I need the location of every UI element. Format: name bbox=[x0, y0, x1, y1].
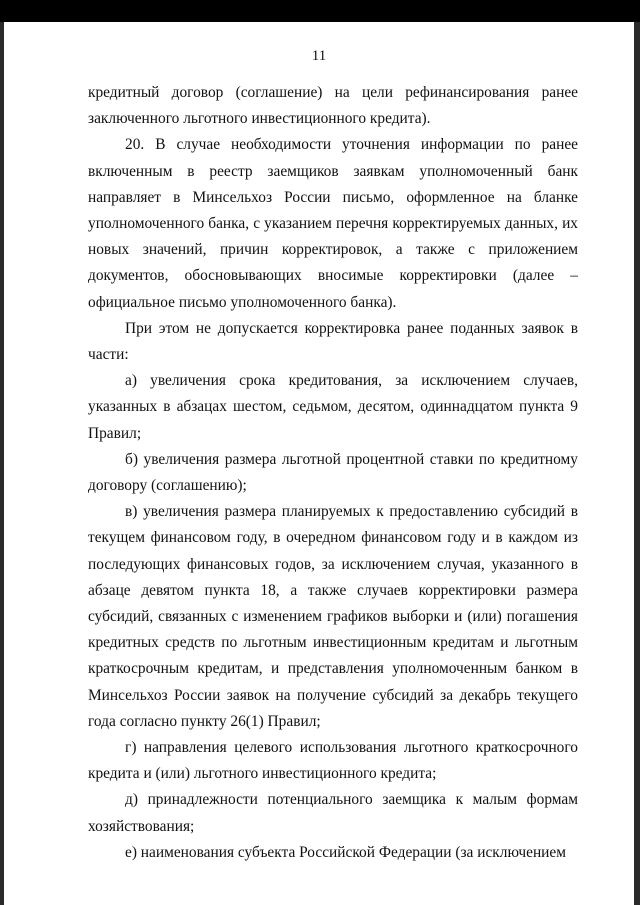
paragraph-restriction-intro: При этом не допускается корректировка ранее поданных заявок в части: bbox=[88, 319, 578, 364]
paragraph-subitem-b: б) увеличения размера льготной процентной ставки по кредитному договору (соглашению); bbox=[88, 450, 578, 495]
page-number: 11 bbox=[311, 48, 327, 64]
paragraph-continuation: кредитный договор (соглашение) на цели рефинансирования ранее заключенного льготного инвестиционного кредита). bbox=[88, 84, 578, 128]
paragraph-subitem-d: д) принадлежности потенциального заемщика к малым формам хозяйствования; bbox=[88, 791, 578, 835]
paragraph-subitem-g: г) направления целевого использования льготного краткосрочного кредита и (или) льготного инвестиционного кредита; bbox=[88, 739, 578, 783]
paragraph-subitem-a: а) увеличения срока кредитования, за исключением случаев, указанных в абзацах шестом, седьмом, десятом, одиннадцатом пункта 9 Правил; bbox=[88, 372, 578, 442]
paragraph-item-20: 20. В случае необходимости уточнения информации по ранее включенным в реестр заемщиков заявкам уполномоченный банк направляет в Минсельхоз России письмо, оформленное на бланке уполномоченного банка, с указанием перечня корректируемых данных, их новых значений, причин корректировок, а также с приложением документов, обосновывающих вносимые корректировки (далее – официальное письмо уполномоченного банка). bbox=[88, 136, 578, 311]
paragraph-subitem-v: в) увеличения размера планируемых к предоставлению субсидий в текущем финансовом году, в очередном финансовом году и в каждом из последующих финансовых годов, за исключением случая, указанного в абзаце девятом пункта 18, а также случаев корректировки размера субсидий, связанных с изменением графиков выборки и (или) погашения кредитных средств по льготным инвестиционным кредитам и льготным краткосрочным кредитам, и представления уполномоченным банком в Минсельхоз России заявок на получение субсидий за декабрь текущего года согласно пункту 26(1) Правил; bbox=[88, 503, 578, 730]
paragraph-subitem-e: е) наименования субъекта Российской Федерации (за исключением bbox=[125, 843, 566, 861]
document-page bbox=[4, 22, 634, 905]
document-body bbox=[88, 80, 578, 866]
scanner-top-band bbox=[0, 0, 640, 22]
